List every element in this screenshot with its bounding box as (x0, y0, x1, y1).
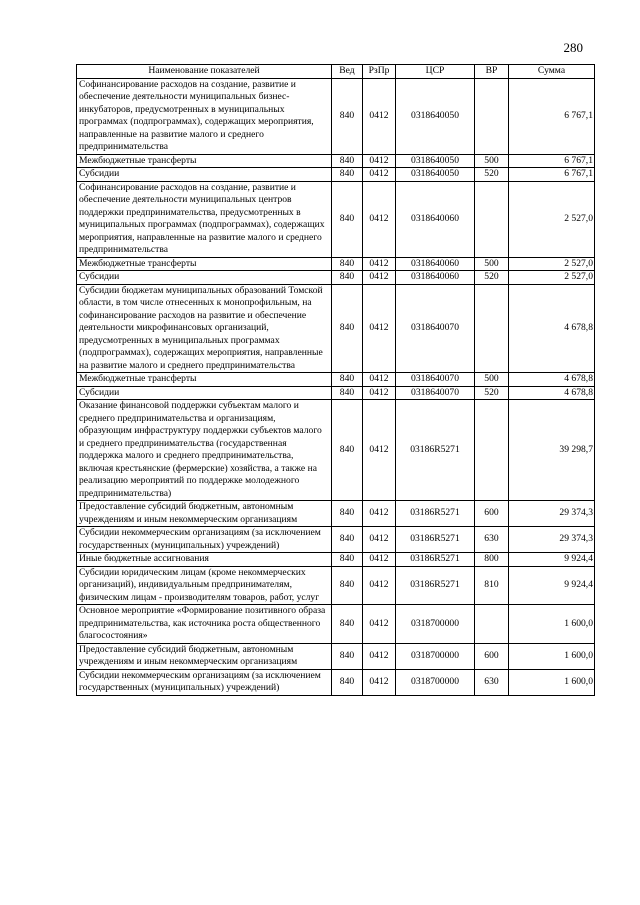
row-ved: 840 (332, 643, 363, 669)
row-vr: 630 (475, 669, 509, 695)
row-name: Субсидии бюджетам муниципальных образований Томской области, в том числе отнесенных к монопрофильным, на софинансирование расходов на развитие и обеспечение деятельности микрофинансовых организаций, предусмотренных в муниципальных программах (подпрограммах), содержащих мероприятия, направленные на развитие малого и среднего предпринимательства (77, 284, 332, 373)
row-ved: 840 (332, 386, 363, 400)
row-vr: 500 (475, 257, 509, 271)
row-csr: 0318700000 (396, 669, 475, 695)
row-csr: 03186R5271 (396, 566, 475, 605)
row-name: Субсидии (77, 386, 332, 400)
header-rzpr: РзПр (363, 65, 396, 79)
row-vr: 500 (475, 373, 509, 387)
table-row (77, 553, 595, 567)
header-sum: Сумма (509, 65, 595, 79)
row-ved: 840 (332, 553, 363, 567)
row-rzpr: 0412 (363, 373, 396, 387)
row-rzpr: 0412 (363, 643, 396, 669)
row-vr: 800 (475, 553, 509, 567)
row-vr: 520 (475, 271, 509, 285)
table-row (77, 643, 595, 669)
row-sum: 4 678,8 (509, 284, 595, 373)
row-sum: 1 600,0 (509, 605, 595, 644)
row-sum: 2 527,0 (509, 181, 595, 257)
row-name: Субсидии (77, 271, 332, 285)
row-ved: 840 (332, 284, 363, 373)
row-vr (475, 78, 509, 154)
row-rzpr: 0412 (363, 553, 396, 567)
table-row (77, 257, 595, 271)
table-row (77, 271, 595, 285)
row-name: Оказание финансовой поддержки субъектам малого и среднего предпринимательства и организациям, образующим инфраструктуру поддержки субъектов малого и среднего предпринимательства (государственная поддержка малого и среднего предпринимательства, включая крестьянские (фермерские) хозяйства, а также на реализацию мероприятий по поддержке молодежного предпринимательства) (77, 400, 332, 501)
row-name: Субсидии некоммерческим организациям (за исключением государственных (муниципальных) учреждений) (77, 669, 332, 695)
row-rzpr: 0412 (363, 566, 396, 605)
row-rzpr: 0412 (363, 400, 396, 501)
row-csr: 0318640070 (396, 386, 475, 400)
row-ved: 840 (332, 527, 363, 553)
row-ved: 840 (332, 669, 363, 695)
row-csr: 0318640070 (396, 373, 475, 387)
row-sum: 6 767,1 (509, 78, 595, 154)
row-name: Межбюджетные трансферты (77, 373, 332, 387)
row-vr (475, 605, 509, 644)
row-name: Предоставление субсидий бюджетным, автономным учреждениям и иным некоммерческим организациям (77, 643, 332, 669)
row-name: Межбюджетные трансферты (77, 154, 332, 168)
row-ved: 840 (332, 78, 363, 154)
row-name: Субсидии некоммерческим организациям (за исключением государственных (муниципальных) учреждений) (77, 527, 332, 553)
row-csr: 0318640070 (396, 284, 475, 373)
row-name: Софинансирование расходов на создание, развитие и обеспечение деятельности муниципальных центров поддержки предпринимательства, предусмотренных в муниципальных программах (подпрограммах), содержащих мероприятия, направленные на развитие малого и среднего предпринимательства (77, 181, 332, 257)
row-rzpr: 0412 (363, 78, 396, 154)
row-vr: 520 (475, 168, 509, 182)
row-csr: 0318640060 (396, 271, 475, 285)
row-rzpr: 0412 (363, 386, 396, 400)
row-rzpr: 0412 (363, 284, 396, 373)
row-csr: 0318640050 (396, 78, 475, 154)
row-vr: 630 (475, 527, 509, 553)
table-row (77, 78, 595, 154)
row-vr: 520 (475, 386, 509, 400)
row-name: Софинансирование расходов на создание, развитие и обеспечение деятельности муниципальных бизнес-инкубаторов, предусмотренных в муниципальных программах (подпрограммах), содержащих мероприятия, направленные на развитие малого и среднего предпринимательства (77, 78, 332, 154)
table-row (77, 605, 595, 644)
page-number: 280 (563, 40, 583, 55)
row-rzpr: 0412 (363, 154, 396, 168)
row-vr (475, 400, 509, 501)
row-sum: 2 527,0 (509, 257, 595, 271)
row-sum: 2 527,0 (509, 271, 595, 285)
row-csr: 03186R5271 (396, 527, 475, 553)
row-ved: 840 (332, 181, 363, 257)
header-name: Наименование показателей (77, 65, 332, 79)
header-ved: Вед (332, 65, 363, 79)
row-rzpr: 0412 (363, 501, 396, 527)
row-ved: 840 (332, 605, 363, 644)
table-row (77, 284, 595, 373)
table-row (77, 527, 595, 553)
row-sum: 4 678,8 (509, 386, 595, 400)
row-sum: 1 600,0 (509, 643, 595, 669)
header-csr: ЦСР (396, 65, 475, 79)
row-sum: 29 374,3 (509, 501, 595, 527)
table-row (77, 373, 595, 387)
table-row (77, 386, 595, 400)
row-name: Иные бюджетные ассигнования (77, 553, 332, 567)
row-name: Предоставление субсидий бюджетным, автономным учреждениям и иным некоммерческим организациям (77, 501, 332, 527)
row-ved: 840 (332, 168, 363, 182)
row-rzpr: 0412 (363, 181, 396, 257)
row-rzpr: 0412 (363, 669, 396, 695)
table-row (77, 168, 595, 182)
row-vr: 600 (475, 643, 509, 669)
row-csr: 0318640060 (396, 257, 475, 271)
table-row (77, 669, 595, 695)
table-row (77, 154, 595, 168)
row-csr: 0318700000 (396, 643, 475, 669)
row-csr: 0318700000 (396, 605, 475, 644)
row-vr: 500 (475, 154, 509, 168)
table-row (77, 566, 595, 605)
row-ved: 840 (332, 373, 363, 387)
row-ved: 840 (332, 257, 363, 271)
row-sum: 6 767,1 (509, 154, 595, 168)
row-vr (475, 181, 509, 257)
row-csr: 03186R5271 (396, 400, 475, 501)
table-row (77, 400, 595, 501)
row-sum: 1 600,0 (509, 669, 595, 695)
row-name: Межбюджетные трансферты (77, 257, 332, 271)
budget-table (76, 64, 595, 696)
row-ved: 840 (332, 566, 363, 605)
row-ved: 840 (332, 400, 363, 501)
row-csr: 03186R5271 (396, 501, 475, 527)
row-rzpr: 0412 (363, 168, 396, 182)
row-ved: 840 (332, 501, 363, 527)
row-vr (475, 284, 509, 373)
row-vr: 600 (475, 501, 509, 527)
row-rzpr: 0412 (363, 257, 396, 271)
row-csr: 0318640050 (396, 154, 475, 168)
row-vr: 810 (475, 566, 509, 605)
row-rzpr: 0412 (363, 527, 396, 553)
row-name: Субсидии (77, 168, 332, 182)
row-sum: 4 678,8 (509, 373, 595, 387)
row-sum: 9 924,4 (509, 553, 595, 567)
row-sum: 29 374,3 (509, 527, 595, 553)
table-header-row (77, 65, 595, 79)
row-sum: 39 298,7 (509, 400, 595, 501)
header-vr: ВР (475, 65, 509, 79)
row-ved: 840 (332, 271, 363, 285)
row-csr: 0318640060 (396, 181, 475, 257)
row-csr: 0318640050 (396, 168, 475, 182)
row-name: Субсидии юридическим лицам (кроме некоммерческих организаций), индивидуальным предпринимателям, физическим лицам - производителям товаров, работ, услуг (77, 566, 332, 605)
row-sum: 9 924,4 (509, 566, 595, 605)
row-ved: 840 (332, 154, 363, 168)
row-csr: 03186R5271 (396, 553, 475, 567)
row-rzpr: 0412 (363, 605, 396, 644)
table-row (77, 181, 595, 257)
row-sum: 6 767,1 (509, 168, 595, 182)
row-rzpr: 0412 (363, 271, 396, 285)
row-name: Основное мероприятие «Формирование позитивного образа предпринимательства, как источника роста общественного благосостояния» (77, 605, 332, 644)
table-row (77, 501, 595, 527)
